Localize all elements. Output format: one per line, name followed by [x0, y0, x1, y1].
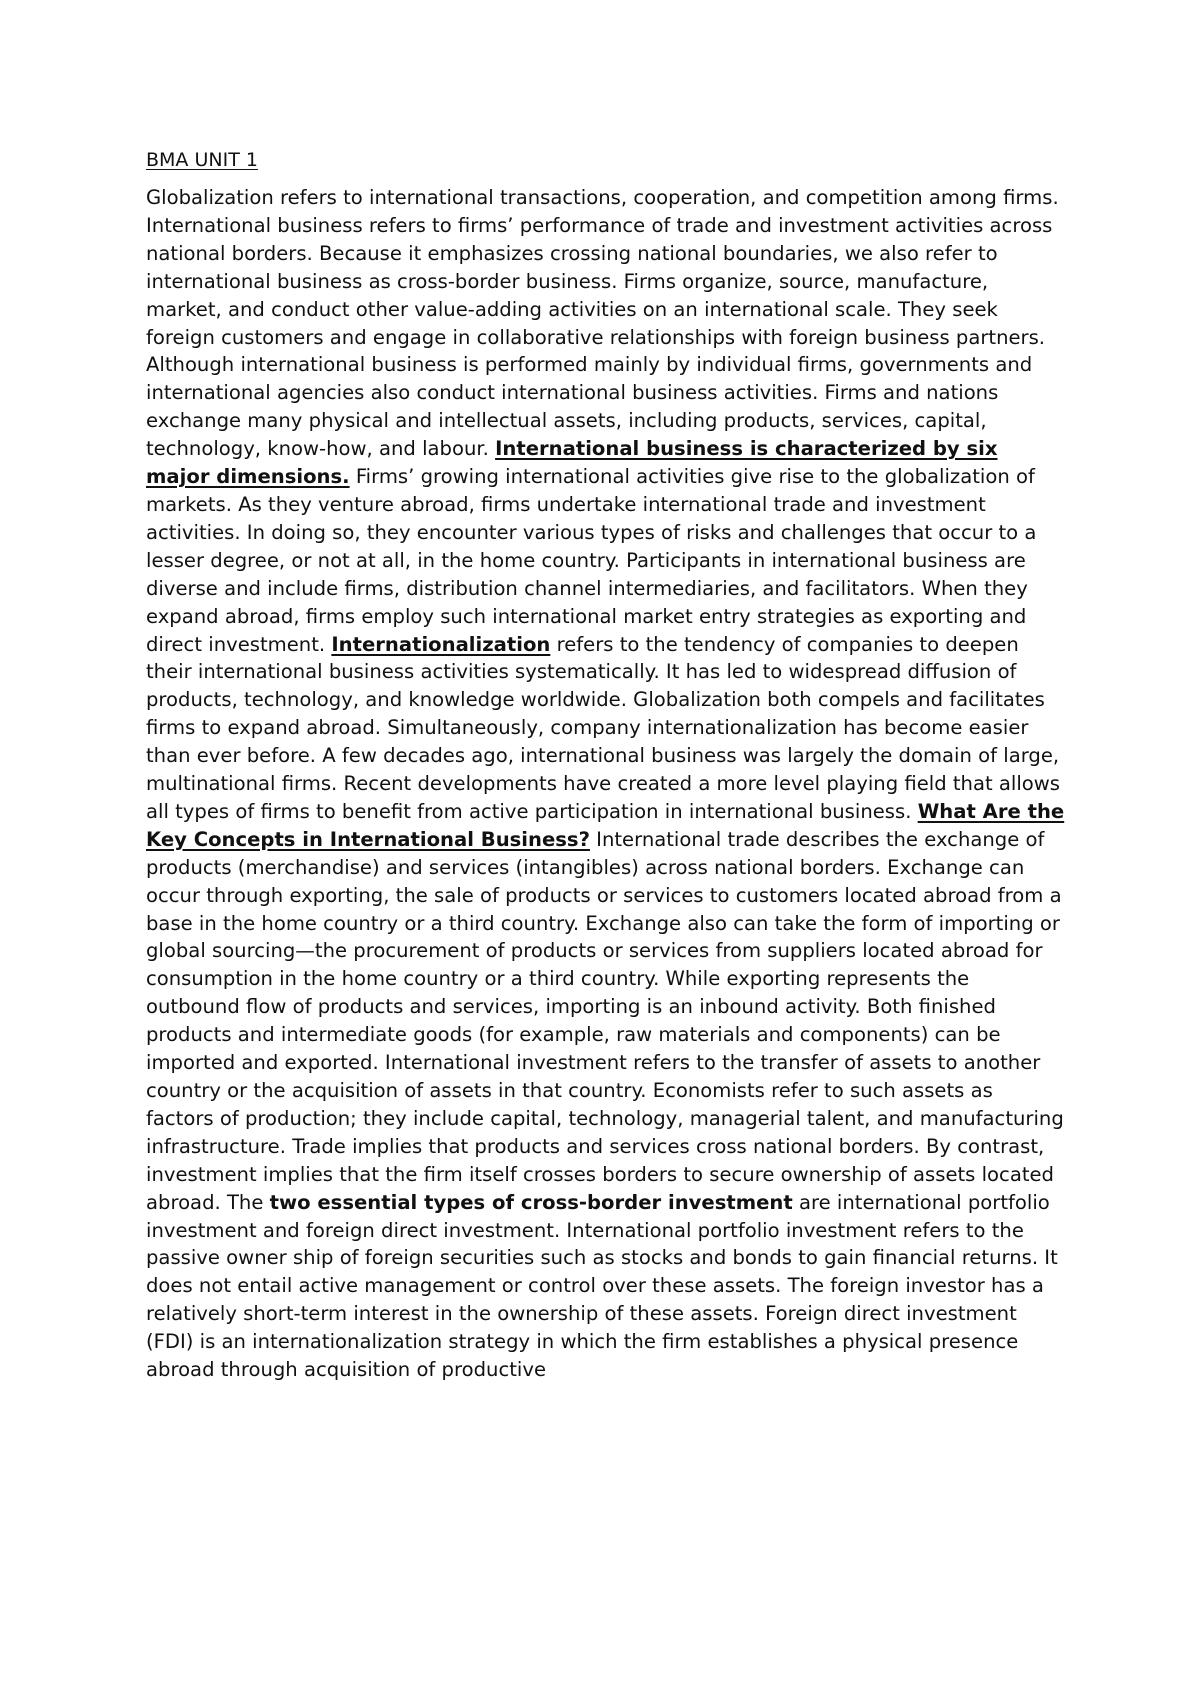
document-title: BMA UNIT 1: [146, 149, 258, 171]
text-segment: refers to the tendency of companies to deepen their international business activities systematically. It has led to widespread diffusion of products, technology, and knowledge worldwide. Globalization both compels and facilitates firms to expand abroad. Simultaneously, company internationalization has become easier than ever before. A few decades ago, international business was largely the domain of large, multinational firms. Recent developments have created a more level playing field that allows all types of firms to benefit from active participation in international business.: [146, 632, 1061, 823]
text-segment: are international portfolio investment and foreign direct investment. International portfolio investment refers to the passive owner ship of foreign securities such as stocks and bonds to gain financial returns. It does not entail active management or control over these assets. The foreign investor has a relatively short-term interest in the ownership of these assets. Foreign direct investment (FDI) is an internationalization strategy in which the firm establishes a physical presence abroad through acquisition of productive: [146, 1190, 1058, 1382]
text-segment: International trade describes the exchange of products (merchandise) and services (intangibles) across national borders. Exchange can occur through exporting, the sale of products or services to customers located abroad from a base in the home country or a third country. Exchange also can take the form of importing or global sourcing—the procurement of products or services from suppliers located abroad for consumption in the home country or a third country. While exporting represents the outbound flow of products and services, importing is an inbound activity. Both finished products and intermediate goods (for example, raw materials and components) can be imported and exported. International investment refers to the transfer of assets to another country or the acquisition of assets in that country. Economists refer to such assets as factors of production; they include capital, technology, managerial talent, and manufacturing infrastructure. Trade implies that products and services cross national borders. By contrast, investment implies that the firm itself crosses borders to secure ownership of assets located abroad. The: [146, 827, 1064, 1214]
text-segment: Firms’ growing international activities give rise to the globalization of markets. As they venture abroad, firms undertake international trade and investment activities. In doing so, they encounter various types of risks and challenges that occur to a lesser degree, or not at all, in the home country. Participants in international business are diverse and include firms, distribution channel intermediaries, and facilitators. When they expand abroad, firms employ such international market entry strategies as exporting and direct investment.: [146, 465, 1037, 656]
document-page: [146, 146, 1066, 1384]
term-cross-border-investment: two essential types of cross-border investment: [269, 1190, 793, 1214]
text-segment: Globalization refers to international transactions, cooperation, and competition among firms. International business refers to firms’ performance of trade and investment activities across national borders. Because it emphasizes crossing national boundaries, we also refer to international business as cross-border business. Firms organize, source, manufacture, market, and conduct other value-adding activities on an international scale. They seek foreign customers and engage in collaborative relationships with foreign business partners. Although international business is performed mainly by individual firms, governments and international agencies also conduct international business activities. Firms and nations exchange many physical and intellectual assets, including products, services, capital, technology, know-how, and labour.: [146, 186, 1059, 461]
term-internationalization: Internationalization: [331, 632, 551, 656]
heading-six-dimensions: International business is characterized by six major dimensions.: [146, 437, 998, 489]
heading-key-concepts: What Are the Key Concepts in International Business?: [146, 799, 1065, 851]
body-paragraph: [146, 184, 1066, 1384]
